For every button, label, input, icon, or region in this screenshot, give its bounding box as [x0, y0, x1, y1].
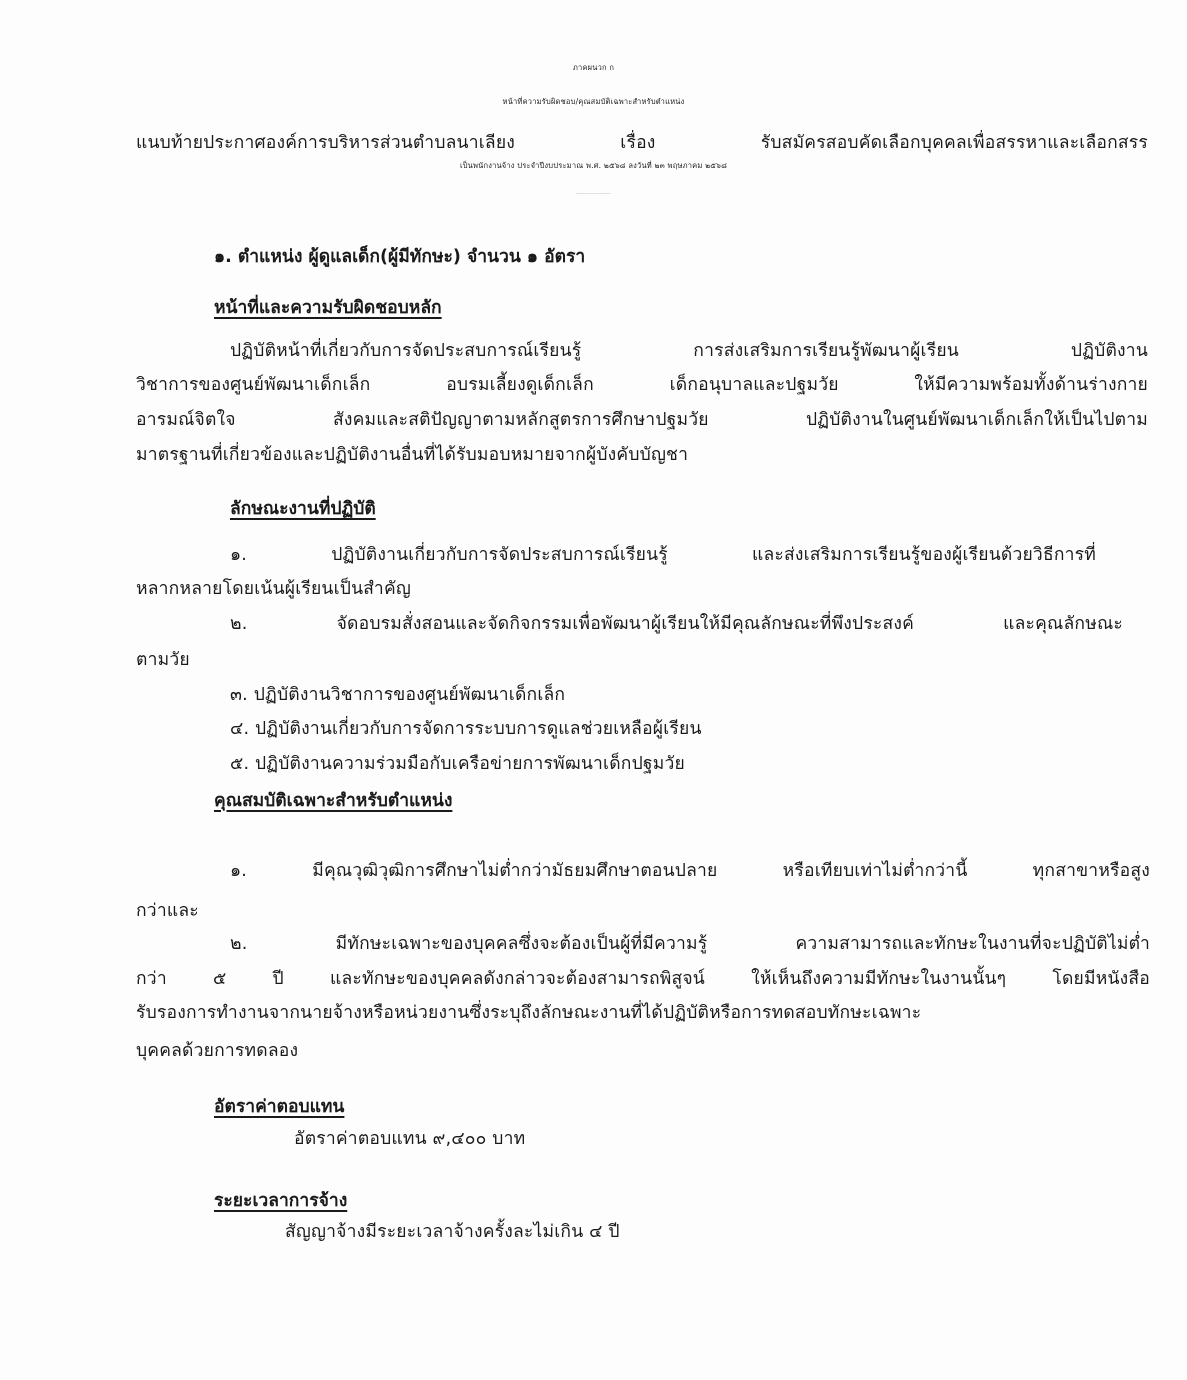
- work-nature-item-1-line-1: ๑. ปฏิบัติงานเกี่ยวกับการจัดประสบการณ์เรียนรู้ และส่งเสริมการเรียนรู้ของผู้เรียนด้วยวิธีการที่: [230, 545, 1096, 565]
- duties-line-2: วิชาการของศูนย์พัฒนาเด็กเล็ก อบรมเลี้ยงดูเด็กเล็ก เด็กอนุบาลและปฐมวัย ให้มีความพร้อมทั้งด้านร่างกาย: [136, 375, 1148, 395]
- duties-line-3: อารมณ์จิตใจ สังคมและสติปัญญาตามหลักสูตรการศึกษาปฐมวัย ปฏิบัติงานในศูนย์พัฒนาเด็กเล็กให้เป็นไปตาม: [136, 410, 1148, 430]
- work-nature-item-5: ๕. ปฏิบัติงานความร่วมมือกับเครือข่ายการพัฒนาเด็กปฐมวัย: [230, 754, 685, 774]
- work-nature-item-1-line-2: หลากหลายโดยเน้นผู้เรียนเป็นสำคัญ: [136, 579, 411, 599]
- duties-line-1: ปฏิบัติหน้าที่เกี่ยวกับการจัดประสบการณ์เรียนรู้ การส่งเสริมการเรียนรู้พัฒนาผู้เรียน ปฏิบัติงาน: [230, 341, 1148, 361]
- document-subtitle-line-1: แนบท้ายประกาศองค์การบริหารส่วนตำบลนาเลียง เรื่อง รับสมัครสอบคัดเลือกบุคคลเพื่อสรรหาและเลือกสรร: [136, 133, 1148, 153]
- compensation-text: อัตราค่าตอบแทน ๙,๔๐๐ บาท: [294, 1129, 526, 1149]
- qualifications-item-2-line-4: บุคคลด้วยการทดลอง: [136, 1041, 299, 1061]
- employment-period-heading: ระยะเวลาการจ้าง: [214, 1191, 348, 1211]
- header-separator: **************************************************: [575, 194, 612, 195]
- qualifications-item-2-line-3: รับรองการทำงานจากนายจ้างหรือหน่วยงานซึ่งระบุถึงลักษณะงานที่ได้ปฏิบัติหรือการทดสอบทักษะเฉพาะ: [136, 1003, 922, 1023]
- work-nature-heading: ลักษณะงานที่ปฏิบัติ: [230, 499, 376, 519]
- duties-heading: หน้าที่และความรับผิดชอบหลัก: [214, 298, 442, 318]
- compensation-heading: อัตราค่าตอบแทน: [214, 1097, 345, 1117]
- duties-line-4: มาตรฐานที่เกี่ยวข้องและปฏิบัติงานอื่นที่ได้รับมอบหมายจากผู้บังคับบัญชา: [136, 445, 689, 465]
- qualifications-heading: คุณสมบัติเฉพาะสำหรับตำแหน่ง: [214, 791, 453, 811]
- document-subtitle-line-2: เป็นพนักงานจ้าง ประจำปีงบประมาณ พ.ศ. ๒๕๖๘ ลงวันที่ ๒๓ พฤษภาคม ๒๕๖๘: [459, 161, 728, 170]
- position-title: ๑. ตำแหน่ง ผู้ดูแลเด็ก(ผู้มีทักษะ) จำนวน ๑ อัตรา: [214, 247, 586, 267]
- qualifications-item-1-line-2: กว่าและ: [136, 901, 199, 921]
- employment-period-text: สัญญาจ้างมีระยะเวลาจ้างครั้งละไม่เกิน ๔ ปี: [285, 1222, 620, 1242]
- qualifications-item-2-line-1: ๒. มีทักษะเฉพาะของบุคคลซึ่งจะต้องเป็นผู้ที่มีความรู้ ความสามารถและทักษะในงานที่จะปฏิบัติไม่ต่ำ: [230, 934, 1150, 954]
- document-title: หน้าที่ความรับผิดชอบ/คุณสมบัติเฉพาะสำหรับตำแหน่ง: [502, 97, 685, 106]
- work-nature-item-3: ๓. ปฏิบัติงานวิชาการของศูนย์พัฒนาเด็กเล็ก: [230, 685, 566, 705]
- work-nature-item-4: ๔. ปฏิบัติงานเกี่ยวกับการจัดการระบบการดูแลช่วยเหลือผู้เรียน: [230, 719, 702, 739]
- qualifications-item-1-line-1: ๑. มีคุณวุฒิวุฒิการศึกษาไม่ต่ำกว่ามัธยมศึกษาตอนปลาย หรือเทียบเท่าไม่ต่ำกว่านี้ ทุกสาขาหรือสูง: [230, 861, 1150, 881]
- work-nature-item-2-line-1: ๒. จัดอบรมสั่งสอนและจัดกิจกรรมเพื่อพัฒนาผู้เรียนให้มีคุณลักษณะที่พึงประสงค์ และคุณลักษณะ: [230, 614, 1123, 634]
- appendix-title: ภาคผนวก ก: [572, 63, 615, 72]
- qualifications-item-2-line-2: กว่า ๕ ปี และทักษะของบุคคลดังกล่าวจะต้องสามารถพิสูจน์ ให้เห็นถึงความมีทักษะในงานนั้นๆ โดยมีหนังสือ: [136, 969, 1150, 989]
- work-nature-item-2-line-2: ตามวัย: [136, 650, 190, 670]
